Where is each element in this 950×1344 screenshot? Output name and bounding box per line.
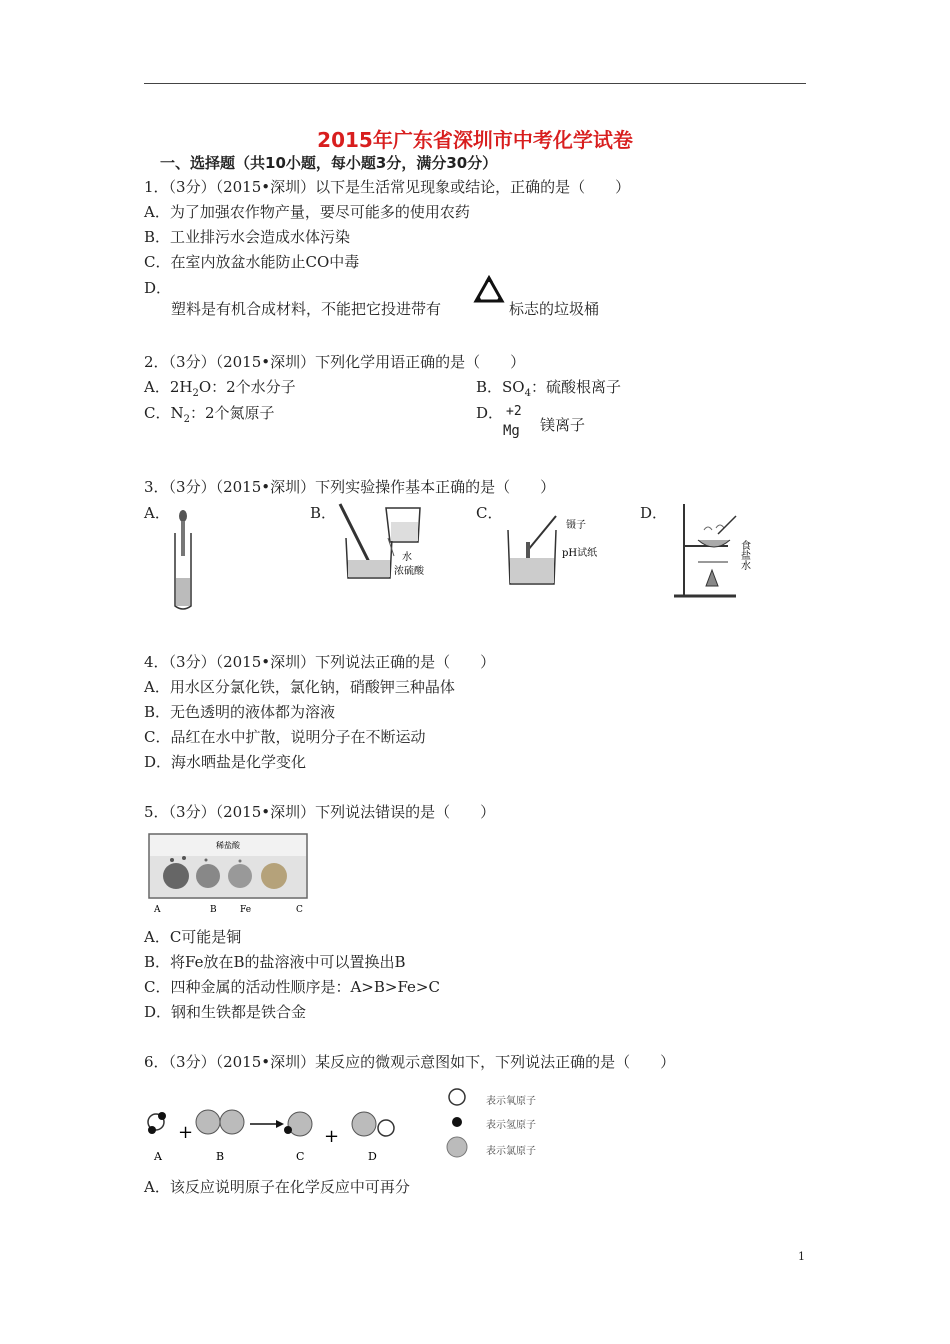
- q3-option-b: B．: [310, 504, 337, 522]
- legend-chlorine: 表示氯原子: [486, 1146, 536, 1157]
- q5-option-a: A．C可能是铜: [144, 928, 242, 946]
- q5-option-c: C．四种金属的活动性顺序是：A>B>Fe>C: [144, 978, 440, 996]
- q3b-water-label: 水: [402, 552, 412, 563]
- q1-option-b: B．工业排污水会造成水体污染: [144, 228, 351, 246]
- q5-fig-label-c: C: [296, 905, 303, 915]
- section-heading: 一、选择题（共10小题，每小题3分，满分30分）: [160, 154, 498, 172]
- q5-fig-top-label: 稀盐酸: [216, 841, 240, 850]
- q4-option-d: D．海水晒盐是化学变化: [144, 753, 307, 771]
- q2-option-b: B．$SO_4$：硫酸根离子: [476, 378, 621, 399]
- page-number: 1: [798, 1250, 805, 1263]
- q1-option-d-text: 塑料是有机合成材料，不能把它投进带有: [171, 300, 442, 318]
- ph-test-figure: [502, 508, 602, 586]
- q3c-ph-label: pH试纸: [562, 548, 598, 559]
- page-title: 2015年广东省深圳市中考化学试卷: [317, 128, 633, 152]
- q2-symbol: Mg: [503, 423, 520, 439]
- q6-label-c: C: [296, 1150, 305, 1163]
- q1-option-c: C．在室内放盆水能防止CO中毒: [144, 253, 360, 271]
- q3b-acid-label: 浓硫酸: [394, 566, 424, 577]
- recycle-icon: [472, 274, 506, 306]
- q4-option-b: B．无色透明的液体都为溶液: [144, 703, 336, 721]
- q5-fig-label-fe: Fe: [240, 905, 252, 915]
- legend-markers: [446, 1086, 468, 1166]
- q3-option-a: A．: [144, 504, 170, 522]
- q2-charge: +2: [506, 404, 522, 419]
- test-tube-dropper-figure: [168, 508, 198, 612]
- evaporation-figure: [670, 500, 770, 600]
- q4-option-a: A．用水区分氯化铁，氯化钠，硝酸钾三种晶体: [144, 678, 455, 696]
- q2-option-d-label: D．: [476, 404, 504, 422]
- q2-option-a: A．$2H_2O$：2个水分子: [144, 378, 296, 399]
- q1-stem: 1．（3分）（2015•深圳）以下是生活常见现象或结论，正确的是（ ）: [144, 178, 631, 196]
- q5-stem: 5．（3分）（2015•深圳）下列说法错误的是（ ）: [144, 803, 496, 821]
- q1-option-a: A．为了加强农作物产量，要尽可能多的使用农药: [144, 203, 470, 221]
- q4-stem: 4．（3分）（2015•深圳）下列说法正确的是（ ）: [144, 653, 496, 671]
- q2-option-c: C．$N_2$：2个氮原子: [144, 404, 275, 425]
- q6-label-d: D: [368, 1150, 377, 1163]
- q5-option-b: B．将Fe放在B的盐溶液中可以置换出B: [144, 953, 406, 971]
- top-rule: [144, 83, 806, 84]
- legend-oxygen: 表示氧原子: [486, 1096, 536, 1107]
- q6-option-a: A．该反应说明原子在化学反应中可再分: [144, 1178, 410, 1196]
- q5-fig-label-a: A: [154, 905, 161, 915]
- legend-hydrogen: 表示氢原子: [486, 1120, 536, 1131]
- q3c-tweezers-label: 镊子: [566, 520, 586, 531]
- svg-text:+: +: [324, 1126, 340, 1147]
- svg-text:+: +: [178, 1122, 194, 1143]
- q4-option-c: C．品红在水中扩散，说明分子在不断运动: [144, 728, 426, 746]
- q3-stem: 3．（3分）（2015•深圳）下列实验操作基本正确的是（ ）: [144, 478, 556, 496]
- q5-fig-label-b: B: [210, 905, 217, 915]
- q6-label-a: A: [154, 1150, 162, 1163]
- q6-label-b: B: [216, 1150, 225, 1163]
- q5-option-d: D．钢和生铁都是铁合金: [144, 1003, 307, 1021]
- q2-stem: 2．（3分）（2015•深圳）下列化学用语正确的是（ ）: [144, 353, 526, 371]
- q2-option-d-text: 镁离子: [540, 416, 586, 434]
- q3-option-d: D．: [640, 504, 668, 522]
- dilution-figure: [336, 500, 428, 584]
- q3d-salt-label: 食盐水: [738, 540, 750, 570]
- q6-stem: 6．（3分）（2015•深圳）某反应的微观示意图如下，下列说法正确的是（ ）: [144, 1053, 676, 1071]
- metals-in-acid-figure: [144, 830, 314, 920]
- q1-option-d-text-tail: 标志的垃圾桶: [509, 300, 600, 318]
- reaction-diagram: [140, 1100, 410, 1166]
- q1-option-d-label: D．: [144, 279, 172, 297]
- q3-option-c: C．: [476, 504, 503, 522]
